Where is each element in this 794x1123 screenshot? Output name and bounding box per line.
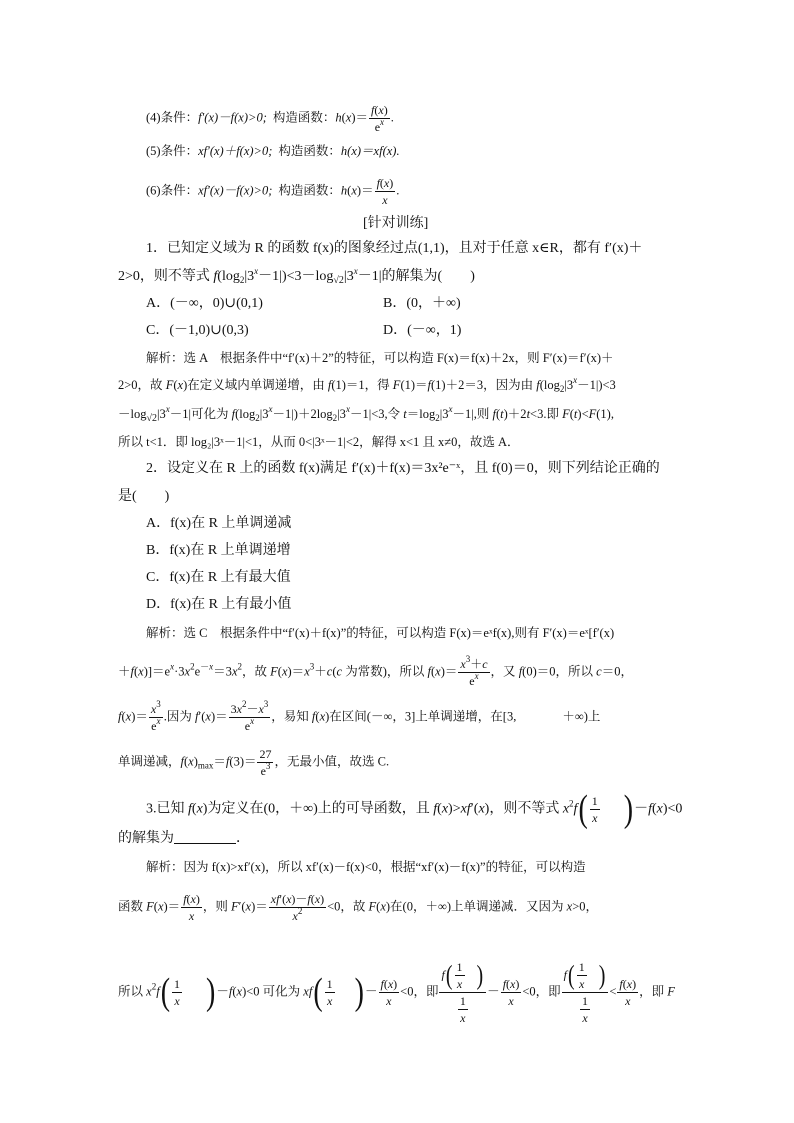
q2-solution-line2: $+f(x)]=e^x\cdot 3x^2e^{-x}=3x^2$，故 $F(x)=x^3+c(c$ 为常数)，所以 f(x)＝ $\frac{x^3+c}{e^x}$ ，又 f(0)＝0，所以 c＝0， [118,654,633,688]
q1-option-c: C．(－1,0)∪(0,3) [146,323,249,338]
q3-solution-line3: 所以 $x^2f$( $\frac{1}{x}$ )－f(x)<0 可化为 xf( $\frac{1}{x}$ )－ $\frac{f(x)}{x}$ <0，即 f( $\frac{1}{x}$ ) $\frac{1}{x}$ － $\frac{f(x)}{x}$ <0，即 f( $\frac{1}{x}$ ) $\frac{1}{x}$ < $\frac{f(x)}{x}$ ，即 F [118,960,675,1025]
fraction: $\frac{x^3}{e^x}$ [150,699,161,733]
q1-solution-line4: 所以 t<1．即 log₂|3ˣ－1|<1，从而 0<|3ˣ－1|<2，解得 x<1 且 x≠0，故选 A． [118,435,520,449]
q1-solution-line2: 2>0，故 F(x)在定义域内单调递增，由 f(1)＝1，得 F(1)＝f(1)＋2＝3，因为由 $f(\log_2|3^x-1|)<3$ [118,375,616,394]
fraction: $\frac{1}{x}$ [326,977,333,1008]
fraction: $\frac{xf'(x)-f(x)}{x^2}$ [270,892,325,923]
fraction: $\frac{x^3+c}{e^x}$ [460,654,488,688]
condition-6: (6)条件：xf′(x)－f(x)>0; 构造函数：h(x)＝ $\frac{f(x)}{x}$ . [146,176,400,207]
q2-solution-line1: 解析：选 C 根据条件中“f′(x)＋f(x)”的特征，可以构造 F(x)＝eˣf(x),则有 F′(x)＝eˣ[f′(x) [146,626,615,640]
q1-stem-line2: 2>0，则不等式 $f(\log_2|3^x-1|)<3-\log_{√2}|3^x-1|$的解集为( ) [118,266,475,286]
condition-4: (4)条件：f′(x)－f(x)>0; 构造函数：h(x)＝ $\frac{f(x)}{e^x}$ . [146,103,394,134]
q2-option-a: A．f(x)在 R 上单调递减 [146,516,292,531]
section-title: [针对训练] [363,216,429,231]
q3-solution-line1: 解析：因为 f(x)>xf′(x)，所以 xf′(x)－f(x)<0，根据“xf′(x)－f(x)”的特征，可以构造 [146,860,586,874]
fraction: $\frac{f(x)}{x}$ [183,892,200,923]
fraction: $\frac{1}{x}$ [174,977,181,1008]
fraction: f( $\frac{1}{x}$ ) $\frac{1}{x}$ [439,961,486,1024]
q1-option-d: D．(－∞，1) [383,323,462,338]
fraction: f( $\frac{1}{x}$ ) $\frac{1}{x}$ [562,961,609,1024]
q2-option-b: B．f(x)在 R 上单调递增 [146,543,291,558]
fraction: $\frac{f(x)}{x}$ [380,977,398,1008]
q3-stem-line2: 的解集为 ． [118,831,250,846]
q1-option-b: B．(0，＋∞) [383,296,461,311]
q2-option-d: D．f(x)在 R 上有最小值 [146,597,292,612]
fraction: $\frac{3x^2-x^3}{e^x}$ [230,699,269,733]
fraction: $\frac{f(x)}{e^x}$ [371,103,388,134]
fraction: $\frac{f(x)}{x}$ [502,977,520,1008]
q1-stem-line1: 1．已知定义域为 R 的函数 f(x)的图象经过点(1,1)，且对于任意 x∈R，都有 f′(x)＋ [146,241,643,256]
q1-option-a: A．(－∞，0)∪(0,1) [146,296,263,311]
fraction: $\frac{27}{e^3}$ [259,747,272,778]
q3-solution-line2: 函数 F(x)＝ $\frac{f(x)}{x}$ ，则 F′(x)＝ $\frac{xf'(x)-f(x)}{x^2}$ <0，故 F(x)在(0，＋∞)上单调递减．又因为 x>0， [118,892,599,923]
fraction: $\frac{1}{x}$ [591,794,598,825]
fraction: $\frac{f(x)}{x}$ [376,176,394,207]
q2-stem-line1: 2．设定义在 R 上的函数 f(x)满足 f′(x)＋f(x)＝3x²e⁻ˣ，且 f(0)＝0，则下列结论正确的 [146,461,660,476]
condition-5: (5)条件：xf′(x)＋f(x)>0; 构造函数：h(x)＝xf(x). [146,144,400,158]
q1-solution-line3: $-\log_{√2}|3^x-1|$可化为 $f(\log_2|3^x-1|)+2\log_2|3^x-1|<3$,令 $t=\log_2|3^x-1|$,则 f(t)＋2t<3.即 F(t)<F(1), [118,404,614,424]
q2-solution-line4: 单调递减，$f(x)_{max}=f(3)=$ $\frac{27}{e^3}$ ，无最小值，故选 C. [118,747,390,778]
q1-solution-line1: 解析：选 A 根据条件中“f′(x)＋2”的特征，可以构造 F(x)＝f(x)＋2x，则 F′(x)＝f′(x)＋ [146,351,614,365]
q2-stem-line2: 是( ) [118,489,170,504]
q2-option-c: C．f(x)在 R 上有最大值 [146,570,291,585]
q3-stem-line1: 3.已知 f(x)为定义在(0，＋∞)上的可导函数，且 f(x)>xf′(x)，则不等式 $x^2f$( $\frac{1}{x}$ )－f(x)<0 [146,787,683,830]
fraction: $\frac{f(x)}{x}$ [619,977,637,1008]
answer-blank [174,829,236,844]
q2-solution-line3: f(x)＝ $\frac{x^3}{e^x}$ .因为 f′(x)＝ $\frac{3x^2-x^3}{e^x}$ ，易知 f(x)在区间(－∞，3]上单调递增，在[3, ＋∞)上 [118,699,601,733]
